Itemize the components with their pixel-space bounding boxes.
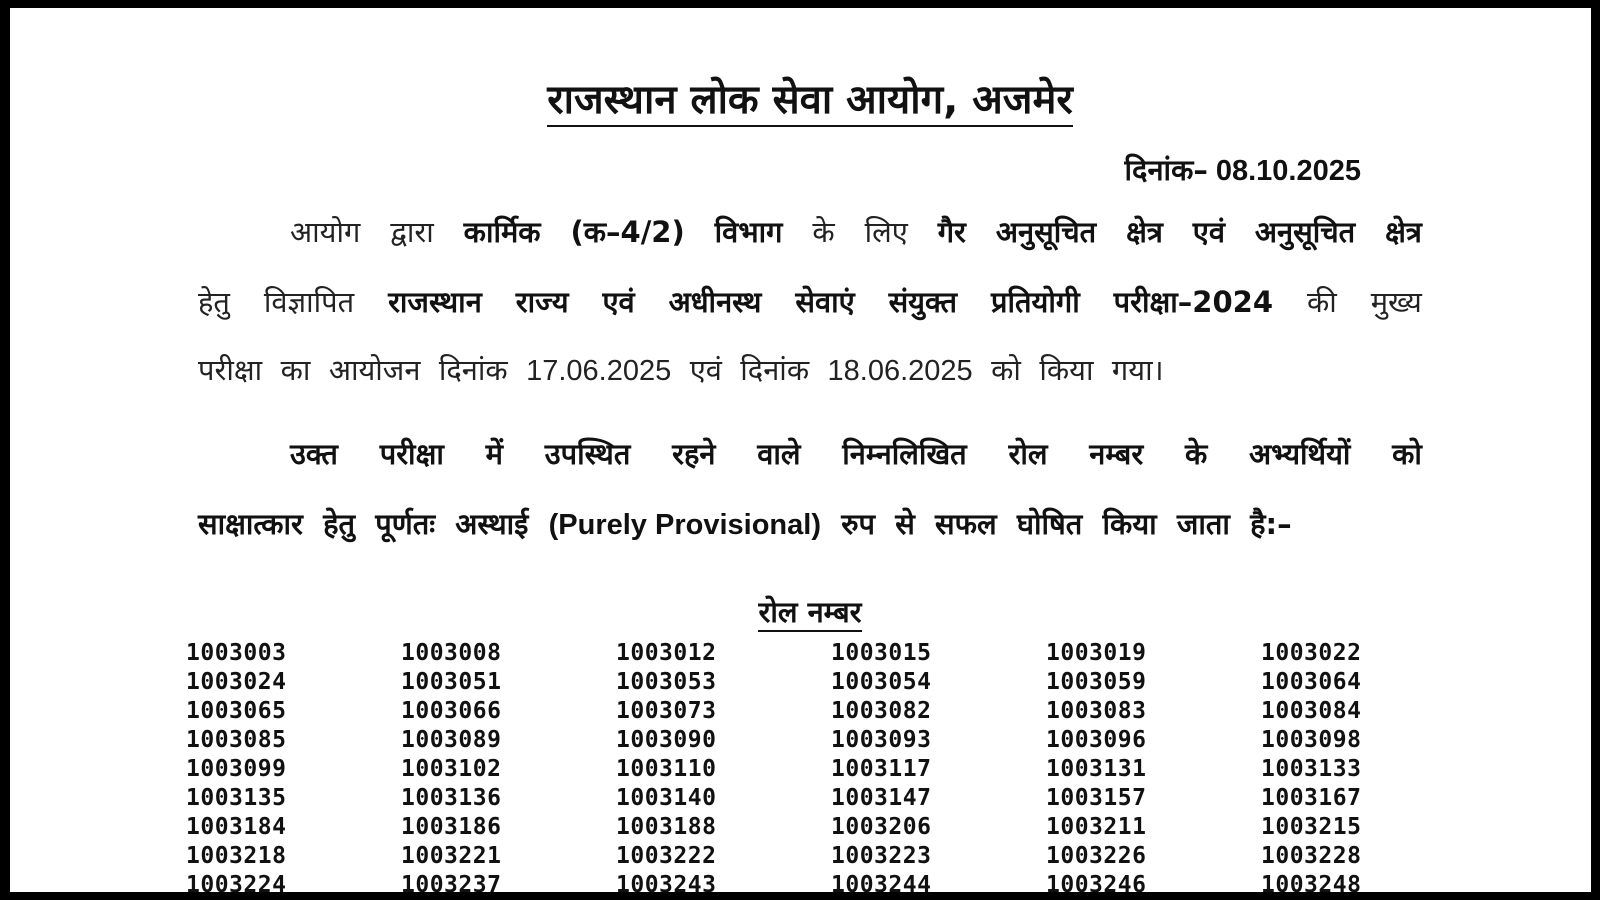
roll-number: 1003012 — [616, 640, 717, 666]
roll-number: 1003019 — [1046, 640, 1147, 666]
roll-number: 1003008 — [401, 640, 502, 666]
word: (Purely Provisional) — [548, 509, 821, 541]
word: अनुसूचित — [995, 215, 1097, 249]
roll-number: 1003222 — [616, 843, 717, 869]
word: अनुसूचित — [1254, 215, 1356, 249]
roll-number: 1003085 — [186, 727, 287, 753]
roll-number: 1003246 — [1046, 872, 1147, 892]
page-title — [10, 70, 1591, 125]
word: लिए — [864, 215, 908, 249]
paragraph-line — [198, 212, 1422, 251]
roll-number: 1003054 — [831, 669, 932, 695]
roll-number: 1003157 — [1046, 785, 1147, 811]
roll-number: 1003237 — [401, 872, 502, 892]
word: क्षेत्र — [1385, 215, 1422, 249]
word: किया — [1039, 353, 1094, 387]
roll-number: 1003064 — [1261, 669, 1362, 695]
word: राजस्थान — [388, 285, 482, 319]
roll-number-heading — [10, 592, 1591, 631]
word: परीक्षा–2024 — [1113, 285, 1274, 319]
paragraph-line — [198, 504, 1422, 543]
word: साक्षात्कार — [198, 507, 303, 541]
roll-number: 1003053 — [616, 669, 717, 695]
roll-number: 1003051 — [401, 669, 502, 695]
roll-number: 1003167 — [1261, 785, 1362, 811]
paragraph-line — [198, 434, 1422, 473]
roll-number: 1003090 — [616, 727, 717, 753]
roll-number: 1003084 — [1261, 698, 1362, 724]
roll-number: 1003099 — [186, 756, 287, 782]
word: एवं — [689, 353, 722, 387]
word: है:– — [1250, 507, 1292, 541]
word: नम्बर — [1089, 437, 1144, 471]
roll-number: 1003059 — [1046, 669, 1147, 695]
roll-number: 1003140 — [616, 785, 717, 811]
roll-number: 1003024 — [186, 669, 287, 695]
roll-number: 1003221 — [401, 843, 502, 869]
roll-number: 1003065 — [186, 698, 287, 724]
roll-number: 1003131 — [1046, 756, 1147, 782]
word: (क–4/2) — [570, 215, 685, 249]
roll-number: 1003147 — [831, 785, 932, 811]
word: दिनांक — [740, 353, 810, 387]
roll-number: 1003186 — [401, 814, 502, 840]
word: निम्नलिखित — [842, 437, 967, 471]
roll-number: 1003093 — [831, 727, 932, 753]
word: में — [485, 437, 503, 471]
word: आयोग — [290, 215, 361, 249]
roll-number-heading-text: रोल नम्बर — [758, 595, 861, 632]
roll-number: 1003206 — [831, 814, 932, 840]
word: क्षेत्र — [1126, 215, 1163, 249]
roll-number: 1003184 — [186, 814, 287, 840]
roll-number: 1003223 — [831, 843, 932, 869]
word: द्वारा — [390, 215, 434, 249]
word: जाता — [1176, 507, 1230, 541]
roll-number: 1003215 — [1261, 814, 1362, 840]
roll-number-list — [186, 640, 1486, 892]
word: रुप — [841, 507, 876, 541]
document-page — [10, 8, 1591, 892]
roll-number: 1003082 — [831, 698, 932, 724]
word: घोषित — [1016, 507, 1083, 541]
roll-number: 1003096 — [1046, 727, 1147, 753]
paragraph-line — [198, 350, 1422, 389]
roll-number: 1003110 — [616, 756, 717, 782]
word: पूर्णतः — [375, 507, 436, 541]
word: एवं — [1192, 215, 1225, 249]
roll-number: 1003133 — [1261, 756, 1362, 782]
word: उक्त — [290, 437, 338, 471]
roll-number: 1003244 — [831, 872, 932, 892]
date-value: 08.10.2025 — [1215, 155, 1361, 187]
page-title-text: राजस्थान लोक सेवा आयोग, अजमेर — [547, 77, 1073, 127]
word: किया — [1102, 507, 1157, 541]
word: गैर — [937, 215, 966, 249]
word: 17.06.2025 — [526, 355, 672, 387]
word: सफल — [935, 507, 997, 541]
word: की — [1306, 285, 1337, 319]
word: उपस्थित — [544, 437, 631, 471]
word: का — [280, 353, 311, 387]
roll-number: 1003226 — [1046, 843, 1147, 869]
word: हेतु — [323, 507, 356, 541]
word: विभाग — [714, 215, 783, 249]
roll-number: 1003073 — [616, 698, 717, 724]
word: परीक्षा — [198, 353, 263, 387]
word: गया। — [1111, 353, 1164, 387]
roll-number: 1003188 — [616, 814, 717, 840]
roll-number: 1003022 — [1261, 640, 1362, 666]
roll-number: 1003211 — [1046, 814, 1147, 840]
word: रहने — [672, 437, 716, 471]
roll-number: 1003003 — [186, 640, 287, 666]
roll-number: 1003248 — [1261, 872, 1362, 892]
word: 18.06.2025 — [827, 355, 973, 387]
word: राज्य — [515, 285, 569, 319]
word: मुख्य — [1370, 285, 1422, 319]
word: अभ्यर्थियों — [1248, 437, 1351, 471]
word: रोल — [1008, 437, 1048, 471]
roll-number: 1003098 — [1261, 727, 1362, 753]
word: एवं — [602, 285, 635, 319]
word: से — [895, 507, 915, 541]
word: अधीनस्थ — [668, 285, 762, 319]
word: संयुक्त — [888, 285, 958, 319]
word: हेतु — [198, 285, 230, 319]
paragraph-line — [198, 282, 1422, 321]
roll-number: 1003218 — [186, 843, 287, 869]
document-date — [1125, 150, 1361, 189]
word: दिनांक — [438, 353, 508, 387]
roll-number: 1003089 — [401, 727, 502, 753]
word: के — [1184, 437, 1208, 471]
roll-number: 1003228 — [1261, 843, 1362, 869]
word: कार्मिक — [463, 215, 541, 249]
roll-number: 1003083 — [1046, 698, 1147, 724]
word: प्रतियोगी — [991, 285, 1080, 319]
word: को — [991, 353, 1021, 387]
roll-number: 1003243 — [616, 872, 717, 892]
roll-number: 1003224 — [186, 872, 287, 892]
word: सेवाएं — [795, 285, 855, 319]
roll-number: 1003015 — [831, 640, 932, 666]
roll-number: 1003117 — [831, 756, 932, 782]
roll-number: 1003136 — [401, 785, 502, 811]
word: आयोजन — [328, 353, 421, 387]
date-label: दिनांक– — [1124, 153, 1208, 187]
word: अस्थाई — [455, 507, 529, 541]
word: विज्ञापित — [263, 285, 355, 319]
word: को — [1392, 437, 1422, 471]
roll-number: 1003066 — [401, 698, 502, 724]
word: वाले — [757, 437, 801, 471]
word: के — [812, 215, 835, 249]
word: परीक्षा — [379, 437, 444, 471]
roll-number: 1003135 — [186, 785, 287, 811]
roll-number: 1003102 — [401, 756, 502, 782]
